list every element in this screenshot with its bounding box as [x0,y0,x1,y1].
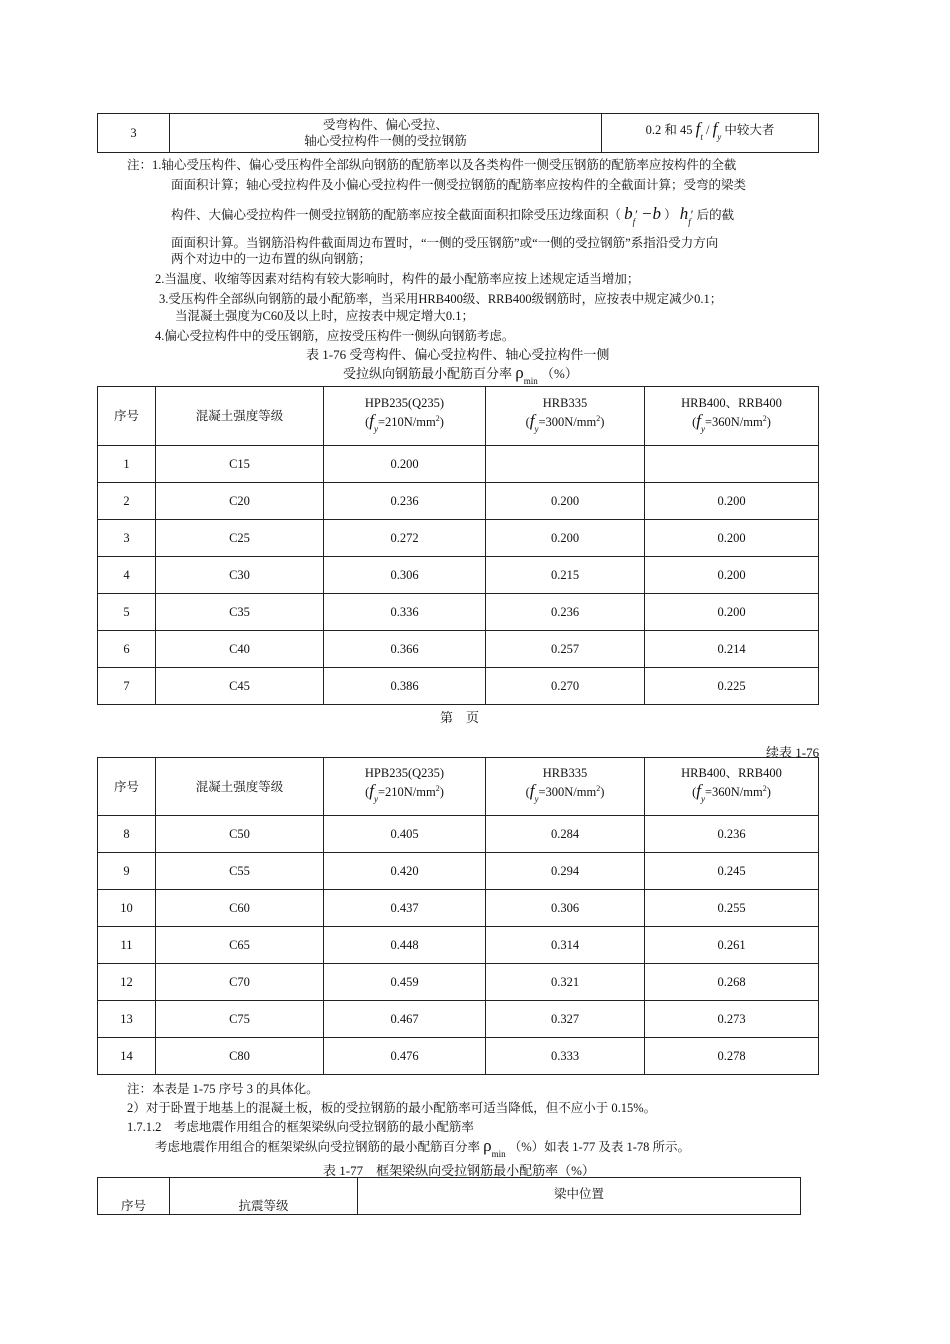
paren-close: ) [439,415,444,430]
cell-grade: C75 [156,1001,324,1038]
header-position-text: 梁中位置 [553,1187,604,1201]
note-3a: 3.受压构件全部纵向钢筋的最小配筋率，当采用HRB400级、RRB400级钢筋时，应按表中规定减少0.1； [159,292,723,306]
square: 2 [435,413,440,423]
cell-hrb400: 0.236 [645,816,819,853]
cell-grade: C80 [156,1038,324,1075]
cell-hrb400: 0.214 [645,631,819,668]
cell-hpb235: 0.306 [324,557,486,594]
cell-hrb335: 0.257 [486,631,645,668]
fy-subscript: y [373,424,378,435]
member-type-cell [170,114,602,153]
member-type-line1: 受弯构件、偏心受拉、 [322,118,448,132]
paren-close: ) [766,785,771,800]
close-paren: ） [664,208,677,222]
bf-symbol: b [624,204,633,223]
cell-hrb335: 0.270 [486,668,645,705]
header-hpb235-value [324,781,485,807]
fy-symbol: f [369,781,374,801]
table-row [98,927,819,964]
note-1b: 面面积计算；轴心受拉构件及小偏心受拉构件一侧受拉钢筋的配筋率应按构件的全截面计算；受弯的梁类 [171,178,747,192]
cell-hpb235: 0.336 [324,594,486,631]
cell-no: 11 [98,927,156,964]
cell-hrb335: 0.294 [486,853,645,890]
cell-hrb335: 0.200 [486,483,645,520]
cell-hrb335: 0.284 [486,816,645,853]
cell-hrb400: 0.245 [645,853,819,890]
header-hrb400-value [645,411,818,437]
fy-subscript: y [534,424,539,435]
fy-symbol: f [712,119,718,138]
table-77-caption: 表 1-77 框架梁纵向受拉钢筋最小配筋率（%） [323,1163,595,1178]
cell-no: 9 [98,853,156,890]
table-76-body-2 [98,816,819,1075]
fy-subscript: y [534,794,539,805]
cell-hrb400: 0.268 [645,964,819,1001]
cell-hrb335: 0.314 [486,927,645,964]
cell-hrb400: 0.278 [645,1038,819,1075]
cell-no: 1 [98,446,156,483]
header-position [358,1178,801,1215]
note-2: 2.当温度、收缩等因素对结构有较大影响时，构件的最小配筋率应按上述规定适当增加； [155,272,640,286]
cell-hrb400: 0.225 [645,668,819,705]
cell-hpb235: 0.386 [324,668,486,705]
minus-b: −b [641,204,661,223]
cell-hrb335: 0.215 [486,557,645,594]
header-hpb235-name: HPB235(Q235) [364,395,445,410]
paren-close: ) [439,785,444,800]
note-1e: 两个对边中的一边布置的纵向钢筋； [171,252,372,266]
header-hrb335-name: HRB335 [542,766,588,781]
rule-prefix: 0.2 和 45 [645,123,693,137]
cell-hrb400: 0.200 [645,594,819,631]
table-76-part1 [97,386,819,705]
cell-hpb235: 0.467 [324,1001,486,1038]
cell-hpb235: 0.420 [324,853,486,890]
bottom-note-2: 2）对于卧置于地基上的混凝土板，板的受拉钢筋的最小配筋率可适当降低，但不应小于 0.15%。 [127,1101,657,1115]
table-76-caption-2 [343,363,578,386]
header-hrb400 [645,758,819,816]
rule-cell [602,114,819,153]
cell-grade: C50 [156,816,324,853]
table-row [98,446,819,483]
paren-open: ( [365,415,370,430]
row-number: 3 [98,114,170,153]
caption-2-text: 受拉纵向钢筋最小配筋百分率 [343,366,513,381]
table-row [98,557,819,594]
cell-grade: C20 [156,483,324,520]
header-hrb335-value [486,781,644,807]
header-hpb235-name: HPB235(Q235) [364,766,445,781]
table-row [98,631,819,668]
cell-hpb235: 0.476 [324,1038,486,1075]
cell-hrb335: 0.200 [486,520,645,557]
header-hrb400 [645,387,819,446]
square: 2 [762,784,767,794]
table-row [98,890,819,927]
table-row [98,853,819,890]
value-text: =360N/mm [704,785,763,800]
paren-close: ) [766,415,771,430]
paren-close: ) [600,785,605,800]
table-row [98,1001,819,1038]
cell-no: 6 [98,631,156,668]
table-76-caption-1: 表 1-76 受弯构件、偏心受拉构件、轴心受拉构件一侧 [306,347,610,362]
note-3b: 当混凝土强度为C60及以上时，应按表中规定增大0.1； [175,309,474,323]
cell-grade: C25 [156,520,324,557]
cell-grade: C65 [156,927,324,964]
square: 2 [596,784,601,794]
paren-open: ( [692,785,697,800]
fy-subscript: y [373,794,378,805]
fy-subscript: y [700,424,705,435]
cell-hrb335: 0.321 [486,964,645,1001]
cell-hpb235: 0.272 [324,520,486,557]
header-hrb335 [486,387,645,446]
fy-subscript: y [700,794,705,805]
cell-hrb335: 0.327 [486,1001,645,1038]
table-76-body-1 [98,446,819,705]
header-hrb400-name: HRB400、RRB400 [681,766,782,781]
paren-open: ( [365,785,370,800]
table-row [98,520,819,557]
cell-hrb335 [486,446,645,483]
hf-subscript: f [688,217,691,227]
cell-hpb235: 0.459 [324,964,486,1001]
square: 2 [596,413,601,423]
hf-prime: ′ [690,208,694,222]
paragraph-tail: （%）如表 1-77 及表 1-78 所示。 [508,1140,691,1154]
caption-2-unit: （%） [541,366,578,381]
table-row [98,816,819,853]
cell-grade: C30 [156,557,324,594]
header-hpb235 [324,758,486,816]
cell-no: 12 [98,964,156,1001]
cell-hrb400: 0.255 [645,890,819,927]
table-row [98,483,819,520]
hf-symbol: h [679,204,689,223]
paren-open: ( [525,415,530,430]
header-seismic-grade [170,1178,358,1215]
table-row [98,1038,819,1075]
header-grade: 混凝土强度等级 [156,387,324,446]
header-hrb335-name: HRB335 [542,395,588,410]
table-76-part2 [97,757,819,1075]
note-1d: 面面积计算。当钢筋沿构件截面周边布置时，“一侧的受压钢筋”或“一侧的受拉钢筋”系指沿受力方向 [171,236,719,250]
value-text: =360N/mm [704,415,763,430]
value-text: =300N/mm [538,415,597,430]
value-text: =210N/mm [377,785,436,800]
ft-subscript: t [700,132,703,142]
note-1c-tail: 后的截 [696,208,735,222]
cell-hpb235: 0.366 [324,631,486,668]
cell-hrb400: 0.200 [645,520,819,557]
paren-open: ( [525,785,530,800]
table-row [98,964,819,1001]
fy-symbol: f [696,781,701,801]
cell-no: 10 [98,890,156,927]
cell-hpb235: 0.236 [324,483,486,520]
paren-open: ( [692,415,697,430]
section-heading: 1.7.1.2 考虑地震作用组合的框架梁纵向受拉钢筋的最小配筋率 [127,1120,474,1134]
cell-grade: C55 [156,853,324,890]
cell-grade: C60 [156,890,324,927]
header-no-text: 序号 [120,1199,146,1213]
fy-symbol: f [529,411,535,431]
cell-no: 3 [98,520,156,557]
cell-no: 7 [98,668,156,705]
table-row [98,594,819,631]
cell-no: 5 [98,594,156,631]
note-4: 4.偏心受拉构件中的受压钢筋，应按受压构件一侧纵向钢筋考虑。 [155,329,515,343]
member-type-line2: 轴心受拉构件一侧的受拉钢筋 [304,134,467,148]
fy-symbol: f [369,411,374,431]
slash: / [705,123,710,137]
rho-symbol: ρ [515,363,524,382]
cell-hrb400: 0.200 [645,557,819,594]
square: 2 [762,413,767,423]
cell-no: 13 [98,1001,156,1038]
header-grade: 混凝土强度等级 [156,758,324,816]
fy-symbol: f [696,411,701,431]
header-hrb400-name: HRB400、RRB400 [681,395,782,410]
ft-symbol: f [695,119,701,138]
paren-close: ) [600,415,605,430]
cell-no: 4 [98,557,156,594]
cell-grade: C35 [156,594,324,631]
header-seismic-grade-text: 抗震等级 [238,1199,289,1213]
cell-grade: C15 [156,446,324,483]
cell-hpb235: 0.200 [324,446,486,483]
page-footer: 第 页 [440,710,480,725]
table-77 [97,1177,801,1215]
table-1-75-tail [97,113,819,153]
header-no [98,1178,170,1215]
rho-subscript: min [491,1149,506,1159]
header-no: 序号 [98,758,156,816]
cell-no: 2 [98,483,156,520]
note-1a: 注：1.轴心受压构件、偏心受压构件全部纵向钢筋的配筋率以及各类构件一侧受压钢筋的配筋率应按构件的全截 [127,158,737,172]
note-1c [171,204,734,227]
cell-hrb400: 0.273 [645,1001,819,1038]
cell-no: 8 [98,816,156,853]
table-header-row [98,758,819,816]
rho-subscript: min [523,376,538,386]
cell-hrb335: 0.333 [486,1038,645,1075]
cell-hrb400 [645,446,819,483]
table-header-row [98,387,819,446]
bottom-note-1: 注：本表是 1-75 序号 3 的具体化。 [127,1082,319,1096]
continued-label: 续表 1-76 [766,745,820,760]
header-hrb400-value [645,781,818,807]
cell-grade: C40 [156,631,324,668]
cell-hrb335: 0.236 [486,594,645,631]
cell-hrb335: 0.306 [486,890,645,927]
header-hpb235 [324,387,486,446]
note-1c-text: 构件、大偏心受拉构件一侧受拉钢筋的配筋率应按全截面面积扣除受压边缘面积（ [171,208,622,222]
value-text: =300N/mm [538,785,597,800]
bf-prime: ′ [635,208,638,222]
fy-symbol: f [529,781,535,801]
cell-hpb235: 0.448 [324,927,486,964]
rho-symbol: ρ [483,1136,492,1155]
cell-hrb400: 0.261 [645,927,819,964]
paragraph [155,1136,690,1159]
cell-no: 14 [98,1038,156,1075]
fy-subscript: y [717,132,722,142]
header-hpb235-value [324,411,485,437]
header-hrb335 [486,758,645,816]
cell-hpb235: 0.437 [324,890,486,927]
header-hrb335-value [486,411,644,437]
square: 2 [435,784,440,794]
rule-suffix: 中较大者 [724,123,775,137]
cell-grade: C45 [156,668,324,705]
cell-hpb235: 0.405 [324,816,486,853]
value-text: =210N/mm [377,415,436,430]
cell-hrb400: 0.200 [645,483,819,520]
cell-grade: C70 [156,964,324,1001]
table-row [98,668,819,705]
paragraph-text: 考虑地震作用组合的框架梁纵向受拉钢筋的最小配筋百分率 [155,1140,481,1154]
header-no: 序号 [98,387,156,446]
bf-subscript: f [632,217,636,227]
